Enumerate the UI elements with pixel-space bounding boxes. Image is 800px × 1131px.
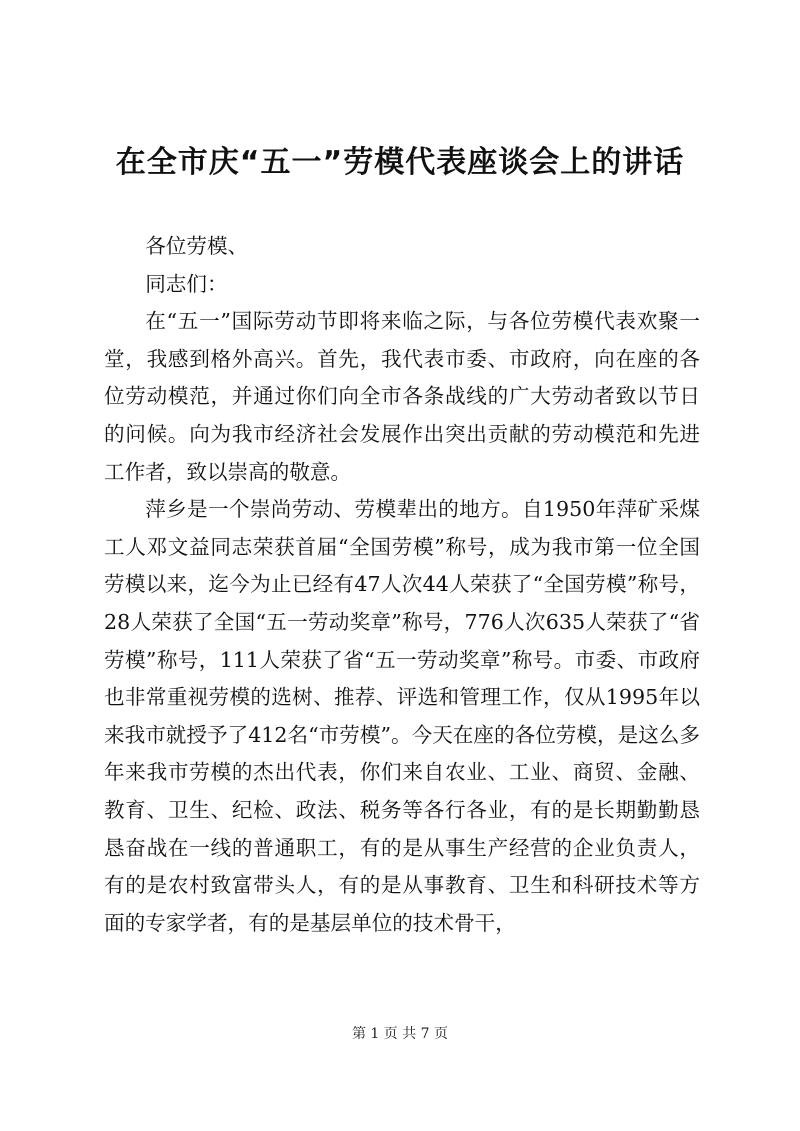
greeting-line-1: 各位劳模、 (145, 234, 249, 258)
page-title: 在全市庆“五一”劳模代表座谈会上的讲话 (115, 145, 685, 180)
paragraph-1: 在“五一”国际劳动节即将来临之际，与各位劳模代表欢聚一堂，我感到格外高兴。首先，我代表市委、市政府，向在座的各位劳动模范，并通过你们向全市各条战线的广大劳动者致以节日的问候。向为我市经济社会发展作出突出贡献的劳动模范和先进工作者，致以崇高的敬意。 (104, 309, 700, 484)
paragraph-2: 萍乡是一个崇尚劳动、劳模辈出的地方。自1950年萍矿采煤工人邓文益同志荣获首届“全国劳模”称号，成为我市第一位全国劳模以来，迄今为止已经有47人次44人荣获了“全国劳模”称号，28人荣获了全国“五一劳动奖章”称号，776人次635人荣获了“省劳模”称号，111人荣获了省“五一劳动奖章”称号。市委、市政府也非常重视劳模的选树、推荐、评选和管理工作，仅从1995年以来我市就授予了412名“市劳模”。今天在座的各位劳模，是这么多年来我市劳模的杰出代表，你们来自农业、工业、商贸、金融、教育、卫生、纪检、政法、税务等各行各业，有的是长期勤勤恳恳奋战在一线的普通职工，有的是从事生产经营的企业负责人，有的是农村致富带头人，有的是从事教育、卫生和科研技术等方面的专家学者，有的是基层单位的技术骨干， (104, 497, 700, 935)
document-body (104, 228, 700, 942)
greeting-line-2: 同志们： (145, 271, 228, 296)
page-footer: 第 1 页 共 7 页 (351, 1026, 449, 1042)
